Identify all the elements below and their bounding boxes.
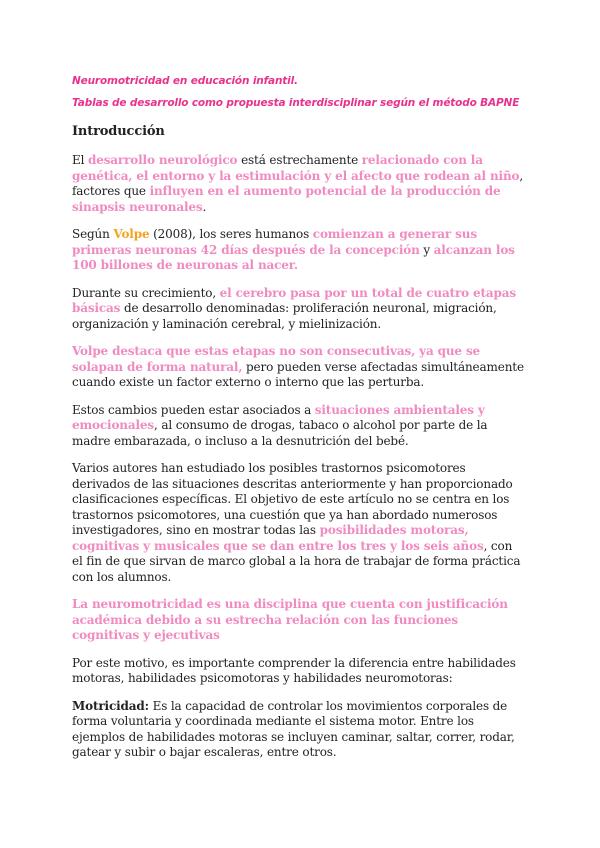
paragraph-6 bbox=[72, 461, 524, 585]
p1-text-c: está estrechamente bbox=[237, 153, 362, 167]
p3-highlight-b: el cerebro pasa por un total de cuatro etapas básicas bbox=[72, 285, 517, 315]
p9-definition: Es la capacidad de controlar los movimientos corporales de forma voluntaria y coordinada mediante el sistema motor. Entre los ejemplos de habilidades motoras se incluyen caminar, saltar, correr, rodar, gatear y subir o bajar escaleras, entre otros. bbox=[72, 698, 515, 759]
p1-text-g: . bbox=[202, 199, 207, 214]
p2-text-g: . bbox=[293, 258, 298, 272]
p2-text-c: (2008), los seres humanos bbox=[149, 227, 313, 241]
p9-term: Motricidad: bbox=[72, 698, 149, 713]
p1-highlight-d: relacionado con la genética, el entorno y la estimulación y el afecto que rodean al niño bbox=[72, 153, 520, 183]
p6-text-a: Varios autores han estudiado los posibles trastornos psicomotores derivados de las situaciones descritas anteriormente y han proporcionado clasificaciones específicas. El objetivo de este artículo no se centra en los trastornos psicomotores, una cuestión que ya han abordado numerosos investigadores, sino en mostrar todas las bbox=[72, 461, 513, 537]
p5-text-a: Estos cambios pueden estar asociados a bbox=[72, 402, 315, 417]
p2-text-a: Según bbox=[72, 227, 114, 241]
p5-text-c: , al consumo de drogas, tabaco o alcohol por parte de la madre embarazada, o incluso a la desnutrición del bebé. bbox=[72, 418, 488, 448]
p2-highlight-d: comienzan a generar sus primeras neuronas 42 días después de la concepción bbox=[72, 227, 477, 257]
p4-text-b: pero pueden verse afectadas simultáneamente cuando existe un factor externo o interno que las perturba. bbox=[72, 359, 524, 389]
p4-highlight-a: Volpe destaca que estas etapas no son consecutivas, ya que se solapan de forma natural, bbox=[72, 344, 481, 374]
paragraph-9 bbox=[72, 699, 524, 761]
p3-text-a: Durante su crecimiento, bbox=[72, 285, 220, 300]
paragraph-3 bbox=[72, 286, 524, 333]
paragraph-8: Por este motivo, es importante comprender la diferencia entre habilidades motoras, habilidades psicomotoras y habilidades neuromotoras: bbox=[72, 655, 516, 685]
paragraph-7: La neuromotricidad es una disciplina que cuenta con justificación académica debido a su estrecha relación con las funciones cognitivas y ejecutivas bbox=[72, 597, 508, 642]
p2-author-name: Volpe bbox=[113, 227, 150, 241]
header-subtitle: Tablas de desarrollo como propuesta interdisciplinar según el método BAPNE bbox=[72, 97, 520, 109]
document-body bbox=[72, 74, 524, 761]
p6-highlight-b: posibilidades motoras, cognitivas y musicales que se dan entre los tres y los seis años bbox=[72, 523, 484, 553]
header-title: Neuromotricidad en educación infantil. bbox=[72, 75, 298, 87]
p3-text-c: de desarrollo denominadas: proliferación neuronal, migración, organización y laminación cerebral, y mielinización. bbox=[72, 301, 497, 331]
paragraph-5 bbox=[72, 403, 524, 450]
p6-text-c: , con el fin de que sirvan de marco global a la hora de trabajar de forma práctica con los alumnos. bbox=[72, 538, 521, 584]
p1-text-a: El bbox=[72, 153, 88, 167]
section-title: Introducción bbox=[72, 124, 165, 139]
p1-highlight-b: desarrollo neurológico bbox=[87, 153, 238, 167]
p1-highlight-f: influyen en el aumento potencial de la producción de sinapsis neuronales bbox=[72, 184, 501, 214]
p1-text-e: , factores que bbox=[72, 168, 524, 198]
paragraph-2 bbox=[72, 227, 524, 274]
paragraph-1 bbox=[72, 153, 524, 215]
paragraph-4 bbox=[72, 344, 524, 391]
p2-highlight-f: alcanzan los 100 billones de neuronas al nacer bbox=[72, 242, 515, 272]
p2-text-e: y bbox=[419, 242, 434, 257]
p5-highlight-b: situaciones ambientales y emocionales bbox=[72, 402, 485, 432]
